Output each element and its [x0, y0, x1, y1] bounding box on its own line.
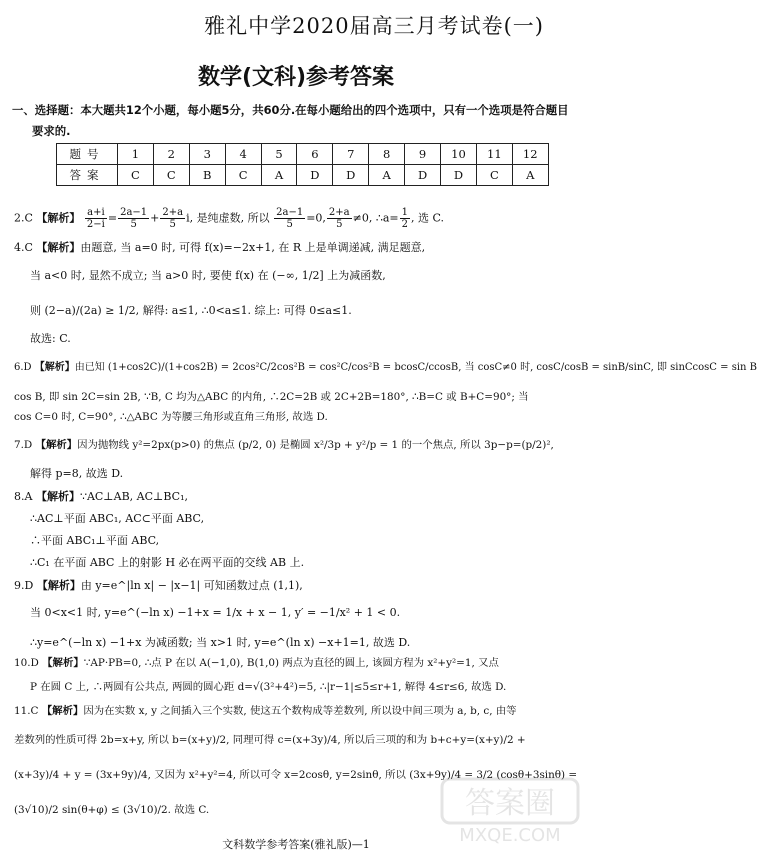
table-cell: C	[225, 165, 261, 186]
table-cell: 6	[297, 144, 333, 165]
table-cell: 8	[369, 144, 405, 165]
fraction: $\frac{2+a}{5}$	[328, 207, 350, 230]
solution-line: 因为抛物线 y²=2px(p>0) 的焦点 (p/2, 0) 是椭圆 x²/3p + y²/p = 1 的一个焦点, 所以 3p−p=(p/2)²,	[77, 439, 554, 451]
solution-line: cos B, 即 sin 2C=sin 2B, ∵B, C 均为△ABC 的内角, ∴2C=2B 或 2C+2B=180°, ∴B=C 或 B+C=90°; 当	[14, 391, 529, 403]
table-cell: 7	[333, 144, 369, 165]
table-cell: D	[297, 165, 333, 186]
row-label-answer: 答案	[57, 165, 118, 186]
table-cell: 11	[476, 144, 512, 165]
solution-6	[14, 360, 757, 375]
table-cell: 9	[405, 144, 441, 165]
solution-line: 当 0<x<1 时, y=e^(−ln x) −1+x = 1/x + x − 1, y′ = −1/x² + 1 < 0.	[30, 606, 401, 619]
table-cell: 3	[189, 144, 225, 165]
solution-line: P 在圆 C 上, ∴两圆有公共点, 两圆的圆心距 d=√(3²+4²)=5, ∴|r−1|≤5≤r+1, 解得 4≤r≤6, 故选 D.	[30, 681, 507, 693]
solution-9	[14, 578, 582, 593]
answer-table-row-answers	[57, 165, 549, 186]
solution-number: 11.C	[14, 705, 39, 717]
table-cell: 5	[261, 144, 297, 165]
table-cell: B	[189, 165, 225, 186]
svg-text:答案圈: 答案圈	[465, 786, 555, 821]
solution-11	[14, 704, 582, 719]
table-cell: D	[441, 165, 477, 186]
solution-number: 8.A	[14, 490, 33, 503]
table-cell: A	[512, 165, 548, 186]
fraction: $\frac{2a-1}{5}$	[120, 207, 148, 230]
solution-line: 由题意, 当 a=0 时, 可得 f(x)=−2x+1, 在 R 上是单调递减, 满足题意,	[80, 241, 426, 254]
table-cell: C	[153, 165, 189, 186]
table-cell: A	[261, 165, 297, 186]
solution-7	[14, 438, 582, 453]
solution-text: , 选 C.	[410, 211, 444, 225]
solution-text: , 是纯虚数, 所以	[189, 211, 270, 225]
solution-line: cos C=0 时, C=90°, ∴△ABC 为等腰三角形或直角三角形, 故选 D.	[14, 411, 328, 423]
solution-line: 故选: C.	[30, 332, 71, 345]
solution-number: 6.D	[14, 362, 32, 373]
solution-tag: 【解析】	[36, 241, 81, 254]
solution-number: 10.D	[14, 657, 39, 669]
solution-line: ∵AP·PB=0, ∴点 P 在以 A(−1,0), B(1,0) 两点为直径的圆上, 该圆方程为 x²+y²=1, 又点	[83, 657, 499, 669]
table-cell: D	[405, 165, 441, 186]
fraction: $\frac{1}{2}$	[401, 207, 408, 230]
solution-number: 9.D	[14, 579, 34, 592]
solution-line: 因为在实数 x, y 之间插入三个实数, 使这五个数构成等差数列, 所以设中间三项为 a, b, c, 由等	[83, 705, 517, 717]
solution-number: 7.D	[14, 439, 33, 451]
solution-line: (x+3y)/4 + y = (3x+9y)/4, 又因为 x²+y²=4, 所以可令 x=2cosθ, y=2sinθ, 所以 (3x+9y)/4 = 3/2 (cosθ+3sinθ) =	[14, 769, 578, 781]
solution-tag: 【解析】	[35, 439, 78, 451]
solution-line: ∴y=e^(−ln x) −1+x 为减函数; 当 x>1 时, y=e^(ln x) −x+1=1, 故选 D.	[30, 636, 411, 649]
watermark-logo	[440, 775, 580, 845]
solution-tag: 【解析】	[36, 211, 81, 225]
row-label-number: 题号	[57, 144, 118, 165]
table-cell: D	[333, 165, 369, 186]
table-cell: 10	[441, 144, 477, 165]
solution-tag: 【解析】	[42, 657, 84, 669]
answer-table	[56, 143, 549, 186]
page-title: 数学(文科)参考答案	[197, 65, 395, 90]
solution-line: ∵AC⊥AB, AC⊥BC₁,	[79, 490, 188, 503]
solution-10	[14, 656, 582, 671]
solution-tag: 【解析】	[34, 362, 75, 373]
solution-line: 则 (2−a)/(2a) ≥ 1/2, 解得: a≤1, ∴0<a≤1. 综上: 可得 0≤a≤1.	[30, 304, 352, 317]
table-cell: 4	[225, 144, 261, 165]
solution-2: 2.C 【解析】 $\frac{a+i}{2-i}$ = $\frac{2a-1}{5}$ + $\frac{2+a}{5}$ i, 是纯虚数, 所以 $\frac{2a-1}{5}$ =0, $\frac{2+a}{5}$ ≠0, ∴a= $\frac{1}{2}$ , 选 C.	[14, 207, 444, 230]
table-cell: C	[476, 165, 512, 186]
table-cell: C	[118, 165, 154, 186]
table-cell: 2	[153, 144, 189, 165]
solution-line: (3√10)/2 sin(θ+φ) ≤ (3√10)/2. 故选 C.	[14, 804, 210, 816]
answer-table-row-numbers	[57, 144, 549, 165]
solution-number: 2.C	[14, 211, 33, 225]
solution-line: ∴C₁ 在平面 ABC 上的射影 H 必在两平面的交线 AB 上.	[30, 556, 305, 569]
page-footer: 文科数学参考答案(雅礼版)—1	[222, 838, 370, 851]
solution-4	[14, 240, 582, 255]
solution-tag: 【解析】	[35, 490, 80, 503]
section-heading-line1: 一、选择题：本大题共12个小题，每小题5分，共60分.在每小题给出的四个选项中，只有一个选项是符合题目	[12, 103, 569, 117]
svg-text:MXQE.COM: MXQE.COM	[459, 825, 561, 846]
fraction: $\frac{2+a}{5}$	[162, 207, 184, 230]
fraction: $\frac{2a-1}{5}$	[276, 207, 304, 230]
table-cell: 1	[118, 144, 154, 165]
fraction: $\frac{a+i}{2-i}$	[86, 207, 105, 230]
solution-line: 差数列的性质可得 2b=x+y, 所以 b=(x+y)/2, 同理可得 c=(x+3y)/4, 所以后三项的和为 b+c+y=(x+y)/2 +	[14, 734, 526, 746]
table-cell: A	[369, 165, 405, 186]
solution-line: 由 y=e^|ln x| − |x−1| 可知函数过点 (1,1),	[80, 579, 303, 592]
section-heading-line2: 要求的.	[32, 124, 71, 138]
solution-tag: 【解析】	[41, 705, 84, 717]
solution-line: ∴平面 ABC₁⊥平面 ABC,	[30, 534, 160, 547]
solution-line: ∴AC⊥平面 ABC₁, AC⊂平面 ABC,	[30, 512, 205, 525]
school-exam-title: 雅礼中学2020届高三月考试卷(一)	[204, 14, 544, 38]
solution-line: 由已知 (1+cos2C)/(1+cos2B) = 2cos²C/2cos²B = cos²C/cos²B = bcosC/ccosB, 当 cosC≠0 时, cosC/cosB = sinB/sinC, 即 sinCcosC = sin B	[74, 362, 757, 373]
solution-line: 解得 p=8, 故选 D.	[30, 467, 124, 480]
solution-line: 当 a<0 时, 显然不成立; 当 a>0 时, 要使 f(x) 在 (−∞, 1/2] 上为减函数,	[30, 269, 386, 282]
solution-8	[14, 489, 582, 504]
table-cell: 12	[512, 144, 548, 165]
solution-tag: 【解析】	[36, 579, 81, 592]
solution-number: 4.C	[14, 241, 33, 254]
section-heading	[12, 100, 582, 142]
